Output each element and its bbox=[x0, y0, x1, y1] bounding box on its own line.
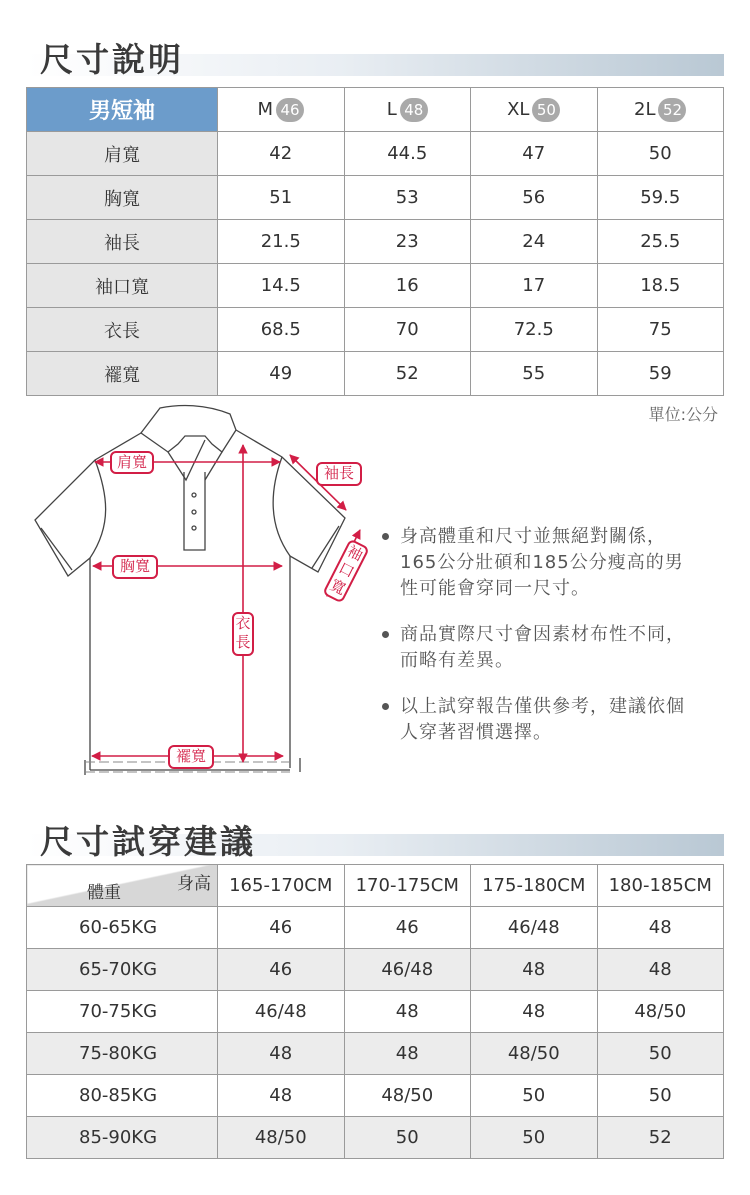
table-cell: 48/50 bbox=[597, 991, 724, 1033]
row-header: 肩寬 bbox=[27, 132, 218, 176]
fit-section-header bbox=[26, 816, 724, 860]
list-item: 以上試穿報告僅供參考，建議依個人穿著習慣選擇。 bbox=[382, 694, 702, 746]
table-cell: 46/48 bbox=[218, 991, 345, 1033]
size-section-title: 尺寸說明 bbox=[40, 40, 184, 79]
shoulder-label: 肩寬 bbox=[110, 451, 154, 474]
unit-label: 單位:公分 bbox=[648, 405, 718, 424]
table-cell: 68.5 bbox=[218, 308, 345, 352]
table-cell: 14.5 bbox=[218, 264, 345, 308]
table-cell: 50 bbox=[344, 1117, 471, 1159]
size-col-2l: 2L 52 bbox=[597, 88, 724, 132]
weight-cell: 85-90KG bbox=[27, 1117, 218, 1159]
table-cell: 75 bbox=[597, 308, 724, 352]
table-row bbox=[27, 308, 724, 352]
size-table-header bbox=[27, 88, 724, 132]
row-header: 胸寬 bbox=[27, 176, 218, 220]
table-cell: 42 bbox=[218, 132, 345, 176]
table-cell: 18.5 bbox=[597, 264, 724, 308]
table-row bbox=[27, 1033, 724, 1075]
table-cell: 48/50 bbox=[471, 1033, 598, 1075]
table-cell: 46/48 bbox=[471, 907, 598, 949]
table-cell: 53 bbox=[344, 176, 471, 220]
table-row bbox=[27, 949, 724, 991]
table-cell: 59 bbox=[597, 352, 724, 396]
height-col: 170-175CM bbox=[344, 865, 471, 907]
table-row bbox=[27, 220, 724, 264]
size-col-xl: XL 50 bbox=[471, 88, 598, 132]
fit-table bbox=[26, 864, 724, 1159]
table-row bbox=[27, 132, 724, 176]
table-cell: 48 bbox=[344, 1033, 471, 1075]
table-cell: 50 bbox=[471, 1117, 598, 1159]
height-corner-label: 身高 bbox=[177, 874, 211, 894]
table-cell: 50 bbox=[597, 132, 724, 176]
table-cell: 48 bbox=[344, 991, 471, 1033]
table-cell: 48/50 bbox=[218, 1117, 345, 1159]
table-row bbox=[27, 907, 724, 949]
height-col: 175-180CM bbox=[471, 865, 598, 907]
table-cell: 16 bbox=[344, 264, 471, 308]
table-cell: 21.5 bbox=[218, 220, 345, 264]
table-cell: 59.5 bbox=[597, 176, 724, 220]
table-cell: 52 bbox=[344, 352, 471, 396]
height-col: 165-170CM bbox=[218, 865, 345, 907]
hem-label: 襬寬 bbox=[168, 745, 214, 769]
table-row bbox=[27, 264, 724, 308]
table-cell: 51 bbox=[218, 176, 345, 220]
bullet-icon bbox=[382, 533, 389, 540]
sleeve-length-label: 袖長 bbox=[316, 462, 362, 486]
bullet-icon bbox=[382, 631, 389, 638]
weight-corner-label: 體重 bbox=[87, 883, 121, 903]
size-col-l: L 48 bbox=[344, 88, 471, 132]
table-cell: 72.5 bbox=[471, 308, 598, 352]
bullet-icon bbox=[382, 703, 389, 710]
table-cell: 56 bbox=[471, 176, 598, 220]
table-row bbox=[27, 991, 724, 1033]
table-cell: 70 bbox=[344, 308, 471, 352]
notes-list bbox=[382, 524, 702, 766]
row-header: 袖長 bbox=[27, 220, 218, 264]
table-cell: 46 bbox=[218, 949, 345, 991]
table-cell: 23 bbox=[344, 220, 471, 264]
shirt-diagram bbox=[0, 400, 370, 800]
body-length-label: 衣長 bbox=[232, 612, 254, 656]
table-cell: 24 bbox=[471, 220, 598, 264]
table-cell: 48 bbox=[597, 907, 724, 949]
fit-table-corner bbox=[27, 865, 218, 907]
fit-section-title: 尺寸試穿建議 bbox=[40, 822, 256, 861]
weight-cell: 70-75KG bbox=[27, 991, 218, 1033]
table-cell: 50 bbox=[471, 1075, 598, 1117]
size-badge: 52 bbox=[658, 98, 686, 122]
height-col: 180-185CM bbox=[597, 865, 724, 907]
weight-cell: 80-85KG bbox=[27, 1075, 218, 1117]
size-table-corner: 男短袖 bbox=[27, 88, 218, 132]
table-cell: 48 bbox=[218, 1033, 345, 1075]
list-item: 身高體重和尺寸並無絕對關係，165公分壯碩和185公分瘦高的男性可能會穿同一尺寸。 bbox=[382, 524, 702, 602]
table-cell: 55 bbox=[471, 352, 598, 396]
table-cell: 48 bbox=[471, 991, 598, 1033]
table-row bbox=[27, 1075, 724, 1117]
size-badge: 48 bbox=[400, 98, 428, 122]
table-cell: 44.5 bbox=[344, 132, 471, 176]
row-header: 襬寬 bbox=[27, 352, 218, 396]
table-cell: 49 bbox=[218, 352, 345, 396]
table-cell: 48 bbox=[597, 949, 724, 991]
fit-table-header bbox=[27, 865, 724, 907]
table-cell: 48 bbox=[218, 1075, 345, 1117]
size-col-m: M 46 bbox=[218, 88, 345, 132]
row-header: 衣長 bbox=[27, 308, 218, 352]
weight-cell: 60-65KG bbox=[27, 907, 218, 949]
size-table bbox=[26, 87, 724, 396]
table-cell: 17 bbox=[471, 264, 598, 308]
table-cell: 48/50 bbox=[344, 1075, 471, 1117]
chest-label: 胸寬 bbox=[112, 555, 158, 579]
table-cell: 46/48 bbox=[344, 949, 471, 991]
table-cell: 48 bbox=[471, 949, 598, 991]
size-badge: 50 bbox=[532, 98, 560, 122]
table-cell: 50 bbox=[597, 1033, 724, 1075]
table-row bbox=[27, 352, 724, 396]
shirt-outline bbox=[35, 406, 345, 775]
table-cell: 46 bbox=[218, 907, 345, 949]
list-item: 商品實際尺寸會因素材布性不同，而略有差異。 bbox=[382, 622, 702, 674]
table-cell: 47 bbox=[471, 132, 598, 176]
table-cell: 46 bbox=[344, 907, 471, 949]
weight-cell: 75-80KG bbox=[27, 1033, 218, 1075]
weight-cell: 65-70KG bbox=[27, 949, 218, 991]
table-row bbox=[27, 176, 724, 220]
size-section-header bbox=[26, 34, 724, 78]
size-badge: 46 bbox=[276, 98, 304, 122]
table-cell: 50 bbox=[597, 1075, 724, 1117]
table-cell: 25.5 bbox=[597, 220, 724, 264]
sleeve-opening-label: 袖口寬 bbox=[322, 538, 370, 603]
table-cell: 52 bbox=[597, 1117, 724, 1159]
row-header: 袖口寬 bbox=[27, 264, 218, 308]
table-row bbox=[27, 1117, 724, 1159]
